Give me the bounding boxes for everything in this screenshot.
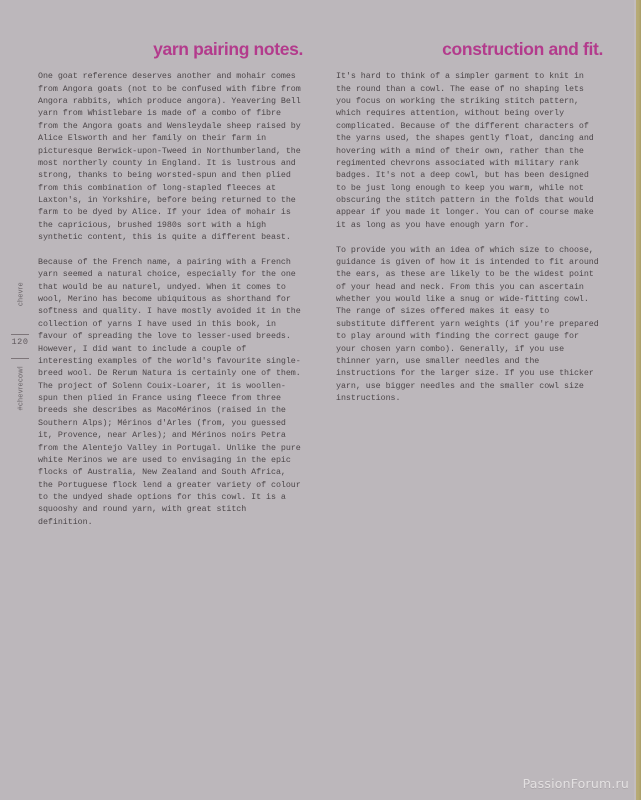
- hashtag-label: #chevrecowl: [15, 366, 25, 411]
- column-heading: construction and fit.: [442, 39, 603, 59]
- page-number: 120: [11, 337, 29, 347]
- column-heading: yarn pairing notes.: [153, 39, 303, 59]
- paragraph: To provide you with an idea of which size to choose, guidance is given of how it is intended to fit around the ears, as these are likely to be the widest point of your head and neck. From this you can ascertain whether you would like a snug or wide-fitting cowl. The range of sizes offered makes it easy to substitute different yarn weights (if you're prepared to play around with finding the correct gauge for your chosen yarn combo). Generally, if you use thinner yarn, use smaller needles and the instructions for the larger size. If you use thicker yarn, use bigger needles and the smaller cowl size instructions.: [336, 244, 599, 404]
- chapter-label: chevre: [15, 282, 25, 306]
- column-construction-and-fit: [336, 40, 603, 528]
- column-yarn-pairing-notes: [38, 40, 305, 528]
- site-watermark: PassionForum.ru: [522, 776, 629, 791]
- text-columns: [38, 40, 603, 528]
- paragraph: Because of the French name, a pairing with a French yarn seemed a natural choice, especially for the one that would be au naturel, undyed. When it comes to wool, Merino has become ubiquitous as shorthand for softness and quality. I have mostly avoided it in the collection of yarns I have used in this book, in favour of spreading the love to lesser-used breeds. However, I did want to include a couple of interesting examples of the world's favourite single-breed wool. De Rerum Natura is certainly one of them. The project of Solenn Couix-Loarer, it is woollen-spun then plied in France using fleece from three breeds she describes as MacoMérinos (raised in the Southern Alps); Mérinos d'Arles (from, you guessed it, Provence, near Arles); and Mérinos noirs Petra from the Alentejo Valley in Portugal. Unlike the pure white Merinos we are used to envisaging in the epic flocks of Australia, New Zealand and South Africa, the Portuguese flock lend a greater variety of colour to the undyed shade options for this cowl. It is a squooshy and round yarn, with great stitch definition.: [38, 256, 301, 527]
- side-margin-column: [0, 260, 40, 430]
- column-body: [38, 70, 305, 528]
- margin-rule-bottom: [11, 358, 29, 359]
- column-body: [336, 70, 603, 404]
- page-edge-inner-band: [634, 0, 636, 800]
- page-edge-stripe: [636, 0, 641, 800]
- paragraph: It's hard to think of a simpler garment to knit in the round than a cowl. The ease of no shaping lets you focus on working the striking stitch pattern, which requires attention, without being overly complicated. Because of the different characters of the yarns used, the shapes gently float, dancing and hovering with a mind of their own, rather than the regimented chevrons associated with military rank badges. It's not a deep cowl, but has been designed to be just long enough to keep you warm, while not obscuring the stitch pattern in the folds that would appear if you made it longer. You can of course make it as long as you have enough yarn for.: [336, 71, 594, 230]
- margin-rule-top: [11, 334, 29, 335]
- paragraph: One goat reference deserves another and mohair comes from Angora goats (not to be confused with fibre from Angora rabbits, which produce angora). Yeavering Bell yarn from Whistlebare is made of a combo of fibre from the Angora goats and Wensleydale sheep raised by Alice Elsworth and her family on their farm in picturesque Berwick-upon-Tweed in Northumberland, the most northerly county in England. It is lustrous and strong, thanks to being worsted-spun and then plied from this combination of long-stapled fleeces at Laxton's, in Yorkshire, before being returned to the farm to be dyed by Alice. If your idea of mohair is the capricious, brushed 1980s sort with a high synthetic content, this is quite a different beast.: [38, 71, 301, 243]
